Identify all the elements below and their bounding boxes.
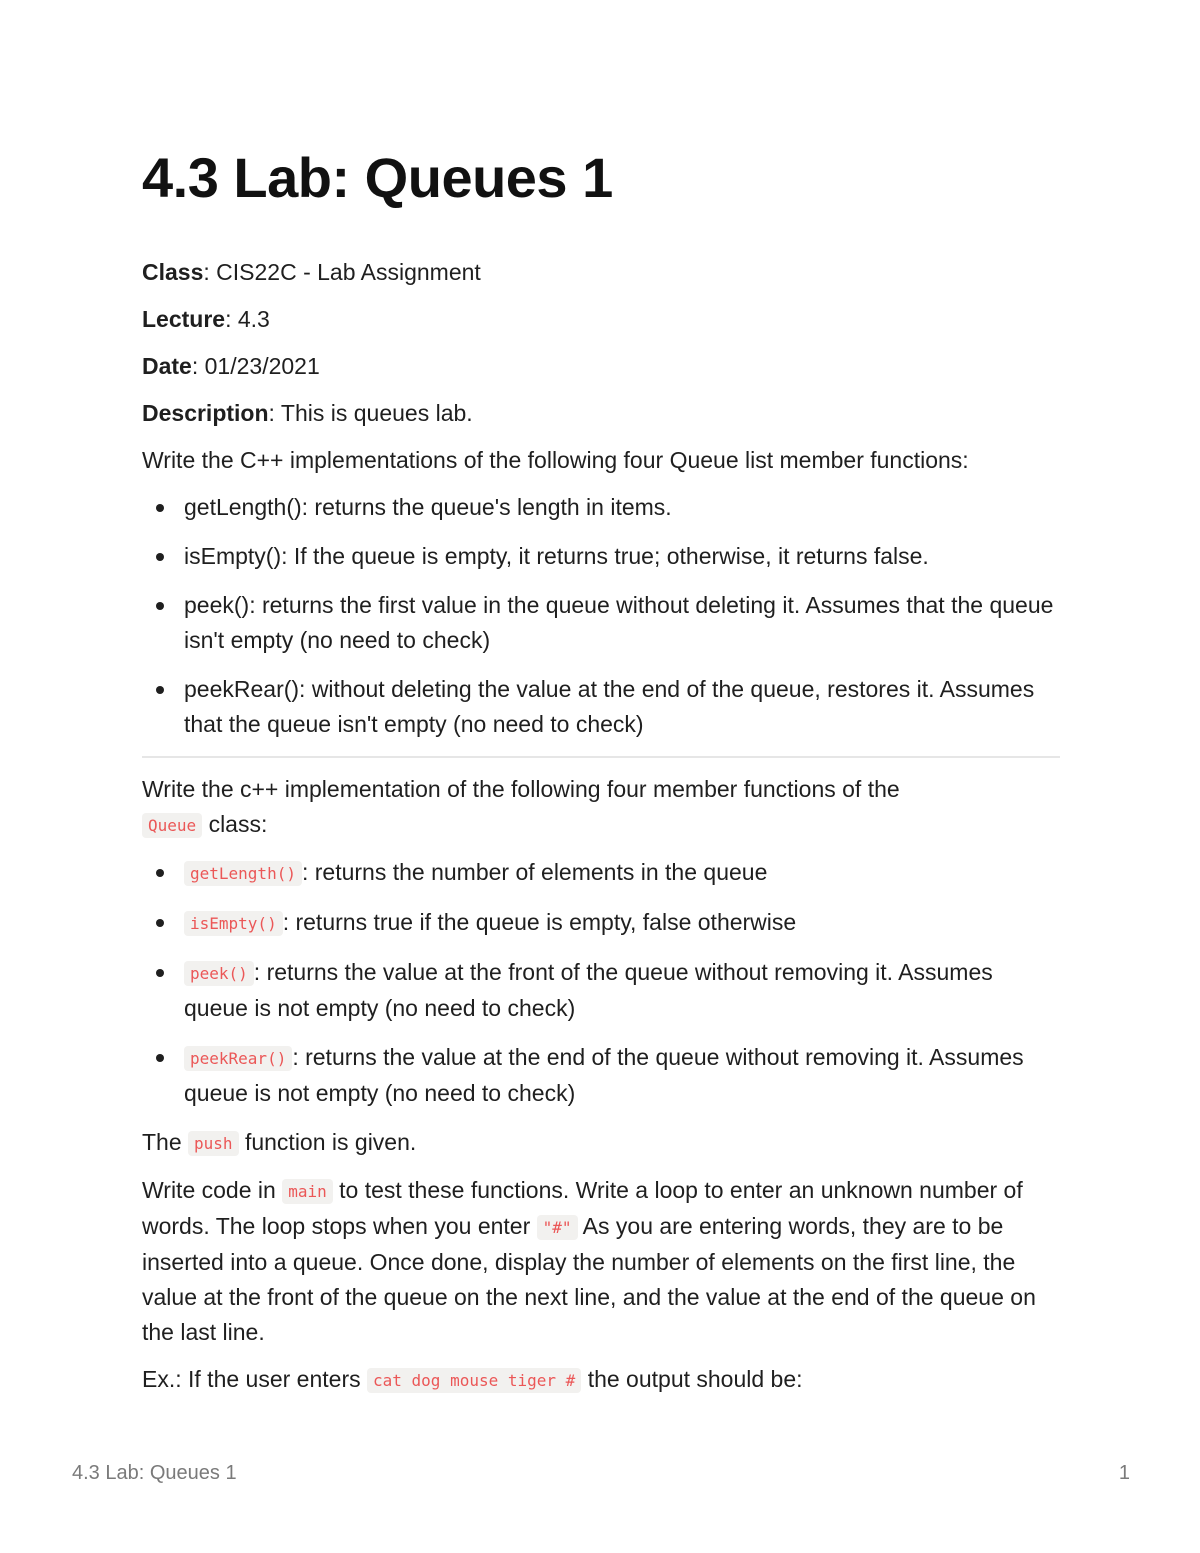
list-item-text: : returns true if the queue is empty, false otherwise	[282, 909, 797, 935]
list-item	[184, 905, 1060, 941]
push-after: function is given.	[244, 1129, 417, 1155]
description-label: Description	[142, 400, 269, 426]
list-item: getLength(): returns the queue's length in items.	[184, 490, 1060, 525]
class-label: Class	[142, 259, 204, 285]
function-list-2	[142, 855, 1060, 1111]
inline-code-main: main	[282, 1179, 333, 1204]
list-item	[184, 1040, 1060, 1111]
inline-code-getlength: getLength()	[184, 861, 302, 886]
main-middle: to test these functions. Write a loop to enter an unknown number of words. The loop stops when you enter	[142, 1177, 1023, 1239]
inline-code-example-input: cat dog mouse tiger #	[367, 1368, 581, 1393]
class-line: Class: CIS22C - Lab Assignment	[142, 259, 481, 285]
list-item	[184, 855, 1060, 891]
list-item: peekRear(): without deleting the value at the end of the queue, restores it. Assumes that the queue isn't empty (no need to check)	[184, 672, 1060, 742]
date-value: 01/23/2021	[204, 353, 320, 379]
push-paragraph	[142, 1125, 1060, 1161]
main-before: Write code in	[142, 1177, 276, 1203]
inline-code-hash: "#"	[537, 1215, 578, 1240]
function-list-1	[142, 490, 1060, 742]
intro-paragraph-2	[142, 772, 942, 843]
inline-code-peek: peek()	[184, 961, 254, 986]
push-before: The	[142, 1129, 182, 1155]
example-before: Ex.: If the user enters	[142, 1366, 361, 1392]
class-value: CIS22C - Lab Assignment	[216, 259, 481, 285]
footer-title: 4.3 Lab: Queues 1	[72, 1462, 237, 1484]
metadata-block	[142, 255, 1060, 431]
list-item-text: : returns the value at the front of the queue without removing it. Assumes queue is not empty (no need to check)	[184, 959, 993, 1021]
lecture-value: 4.3	[237, 306, 270, 332]
inline-code-queue: Queue	[142, 813, 202, 838]
date-line: Date: 01/23/2021	[142, 353, 320, 379]
list-item: peek(): returns the first value in the queue without deleting it. Assumes that the queue isn't empty (no need to check)	[184, 588, 1060, 658]
main-paragraph	[142, 1173, 1060, 1350]
date-label: Date	[142, 353, 192, 379]
page-number: 1	[1118, 1462, 1130, 1484]
example-paragraph	[142, 1362, 1060, 1398]
inline-code-push: push	[188, 1131, 239, 1156]
list-item-text: : returns the value at the end of the queue without removing it. Assumes queue is not empty (no need to check)	[184, 1044, 1024, 1106]
lecture-label: Lecture	[142, 306, 226, 332]
list-item-text: : returns the number of elements in the queue	[301, 859, 768, 885]
description-line: Description: This is queues lab.	[142, 400, 473, 426]
document-body	[142, 255, 1060, 1410]
page-title: 4.3 Lab: Queues 1	[142, 146, 613, 209]
list-item: isEmpty(): If the queue is empty, it returns true; otherwise, it returns false.	[184, 539, 1060, 574]
intro-paragraph-1: Write the C++ implementations of the following four Queue list member functions:	[142, 447, 969, 473]
example-after: the output should be:	[587, 1366, 803, 1392]
lecture-line: Lecture: 4.3	[142, 306, 270, 332]
intro2-text: Write the c++ implementation of the following four member functions of the	[142, 776, 900, 802]
intro2-after: class:	[208, 811, 268, 837]
list-item	[184, 955, 1060, 1026]
description-value: This is queues lab.	[280, 400, 473, 426]
main-after: As you are entering words, they are to be inserted into a queue. Once done, display the number of elements on the first line, the value at the front of the queue on the next line, and the value at the end of the queue on the last line.	[142, 1213, 1036, 1345]
inline-code-peekrear: peekRear()	[184, 1046, 292, 1071]
divider	[142, 756, 1060, 758]
inline-code-isempty: isEmpty()	[184, 911, 283, 936]
